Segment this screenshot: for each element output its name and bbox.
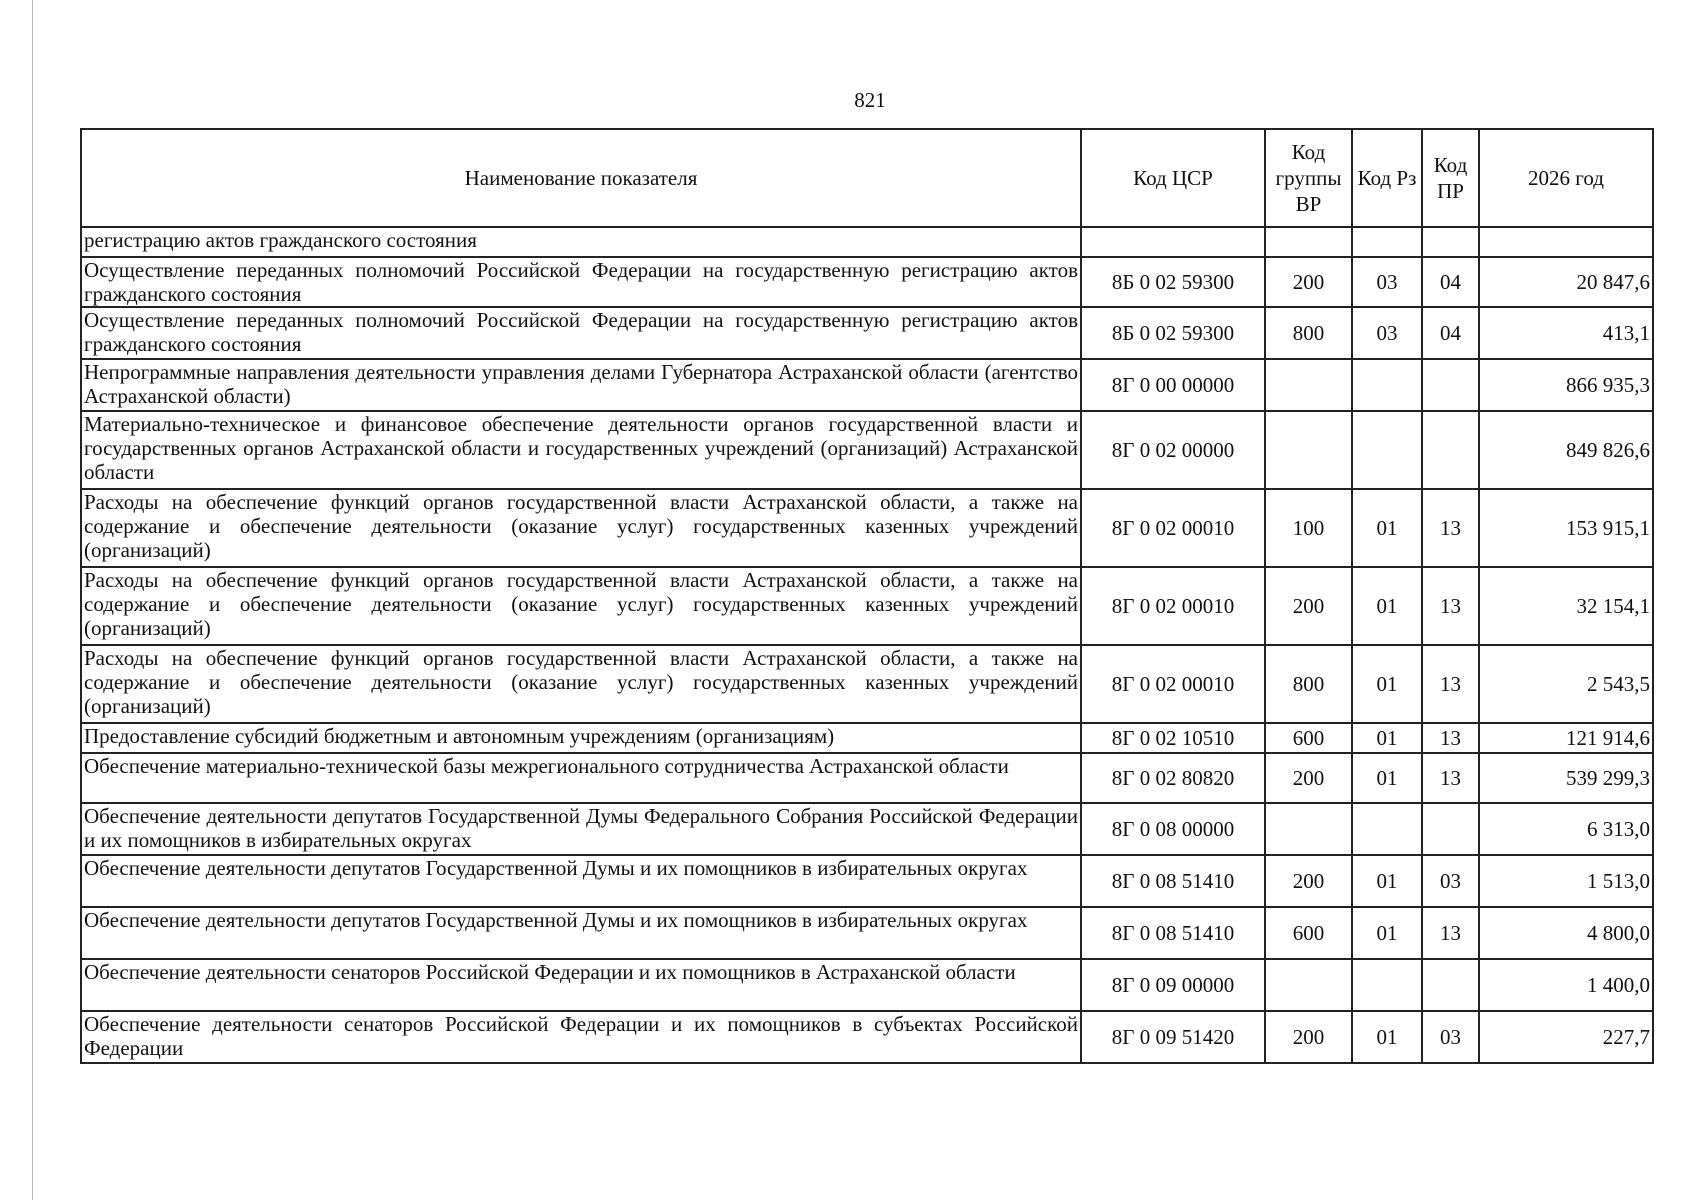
row-amount-2026-cell: 6 313,0 [1479,803,1653,855]
row-amount-2026-cell: 539 299,3 [1479,753,1653,803]
row-name-cell: Обеспечение деятельности сенаторов Российской Федерации и их помощников в Астраханской области [81,959,1081,1011]
row-amount-2026-cell: 4 800,0 [1479,907,1653,959]
row-csr-code-cell [1081,227,1265,257]
header-pr-code: Код ПР [1422,129,1479,227]
row-rz-code-cell [1352,411,1422,489]
row-name-cell: Расходы на обеспечение функций органов государственной власти Астраханской области, а также на содержание и обеспечение деятельности (оказание услуг) государственных казенных учреждений (организаций) [81,489,1081,567]
row-rz-code-cell: 03 [1352,257,1422,307]
row-pr-code-cell: 03 [1422,855,1479,907]
table-row [81,411,1653,489]
row-vr-code-cell: 600 [1265,907,1352,959]
row-vr-code-cell: 200 [1265,753,1352,803]
row-pr-code-cell: 13 [1422,489,1479,567]
row-rz-code-cell: 01 [1352,855,1422,907]
row-rz-code-cell [1352,359,1422,411]
row-rz-code-cell: 01 [1352,753,1422,803]
row-vr-code-cell: 200 [1265,257,1352,307]
row-amount-2026-cell: 1 400,0 [1479,959,1653,1011]
row-csr-code-cell: 8Г 0 02 10510 [1081,723,1265,753]
row-vr-code-cell: 200 [1265,567,1352,645]
row-rz-code-cell: 01 [1352,907,1422,959]
table-row [81,855,1653,907]
table-row [81,907,1653,959]
row-amount-2026-cell: 849 826,6 [1479,411,1653,489]
row-csr-code-cell: 8Г 0 09 00000 [1081,959,1265,1011]
row-name-cell: Материально-техническое и финансовое обеспечение деятельности органов государственной власти и государственных органов Астраханской области и государственных учреждений (организаций) Астраханской области [81,411,1081,489]
row-pr-code-cell: 13 [1422,753,1479,803]
table-row [81,1011,1653,1063]
scan-margin-line [32,0,33,1200]
budget-table [80,128,1654,1064]
row-name-cell: регистрацию актов гражданского состояния [81,227,1081,257]
table-row [81,359,1653,411]
row-vr-code-cell: 800 [1265,645,1352,723]
row-vr-code-cell [1265,359,1352,411]
row-csr-code-cell: 8Б 0 02 59300 [1081,307,1265,359]
row-amount-2026-cell: 2 543,5 [1479,645,1653,723]
row-vr-code-cell [1265,227,1352,257]
row-amount-2026-cell: 227,7 [1479,1011,1653,1063]
row-csr-code-cell: 8Г 0 02 00010 [1081,645,1265,723]
row-pr-code-cell: 04 [1422,307,1479,359]
row-vr-code-cell: 600 [1265,723,1352,753]
row-name-cell: Непрограммные направления деятельности управления делами Губернатора Астраханской области (агентство Астраханской области) [81,359,1081,411]
header-rz-code: Код Рз [1352,129,1422,227]
row-name-cell: Расходы на обеспечение функций органов государственной власти Астраханской области, а также на содержание и обеспечение деятельности (оказание услуг) государственных казенных учреждений (организаций) [81,645,1081,723]
row-pr-code-cell [1422,227,1479,257]
row-name-cell: Осуществление переданных полномочий Российской Федерации на государственную регистрацию актов гражданского состояния [81,257,1081,307]
table-row [81,489,1653,567]
table-row [81,307,1653,359]
page-number: 821 [854,88,886,112]
table-row [81,227,1653,257]
table-row [81,645,1653,723]
row-vr-code-cell [1265,411,1352,489]
row-pr-code-cell: 13 [1422,723,1479,753]
row-amount-2026-cell: 866 935,3 [1479,359,1653,411]
row-csr-code-cell: 8Г 0 00 00000 [1081,359,1265,411]
row-csr-code-cell: 8Г 0 02 00010 [1081,567,1265,645]
table-row [81,567,1653,645]
table-row [81,723,1653,753]
row-rz-code-cell: 01 [1352,567,1422,645]
row-csr-code-cell: 8Г 0 09 51420 [1081,1011,1265,1063]
row-name-cell: Предоставление субсидий бюджетным и автономным учреждениям (организациям) [81,723,1081,753]
row-pr-code-cell [1422,803,1479,855]
row-rz-code-cell [1352,803,1422,855]
row-name-cell: Обеспечение деятельности депутатов Государственной Думы и их помощников в избирательных округах [81,907,1081,959]
row-rz-code-cell [1352,959,1422,1011]
header-name: Наименование показателя [81,129,1081,227]
row-csr-code-cell: 8Г 0 02 80820 [1081,753,1265,803]
table-row [81,959,1653,1011]
row-rz-code-cell: 03 [1352,307,1422,359]
row-rz-code-cell: 01 [1352,723,1422,753]
row-rz-code-cell: 01 [1352,1011,1422,1063]
header-year-2026: 2026 год [1479,129,1653,227]
row-pr-code-cell: 03 [1422,1011,1479,1063]
row-rz-code-cell: 01 [1352,489,1422,567]
row-amount-2026-cell: 1 513,0 [1479,855,1653,907]
row-vr-code-cell [1265,959,1352,1011]
row-name-cell: Обеспечение деятельности депутатов Государственной Думы Федерального Собрания Российской Федерации и их помощников в избирательных округах [81,803,1081,855]
row-amount-2026-cell: 20 847,6 [1479,257,1653,307]
row-amount-2026-cell: 121 914,6 [1479,723,1653,753]
row-vr-code-cell: 100 [1265,489,1352,567]
header-csr-code: Код ЦСР [1081,129,1265,227]
row-csr-code-cell: 8Г 0 08 00000 [1081,803,1265,855]
row-csr-code-cell: 8Г 0 08 51410 [1081,855,1265,907]
row-vr-code-cell: 200 [1265,855,1352,907]
row-csr-code-cell: 8Г 0 02 00010 [1081,489,1265,567]
row-name-cell: Обеспечение деятельности депутатов Государственной Думы и их помощников в избирательных округах [81,855,1081,907]
table-row [81,257,1653,307]
row-rz-code-cell: 01 [1352,645,1422,723]
row-pr-code-cell [1422,411,1479,489]
row-csr-code-cell: 8Г 0 02 00000 [1081,411,1265,489]
header-vr-group-code: Код группы ВР [1265,129,1352,227]
row-vr-code-cell: 800 [1265,307,1352,359]
row-pr-code-cell: 13 [1422,907,1479,959]
row-csr-code-cell: 8Б 0 02 59300 [1081,257,1265,307]
row-csr-code-cell: 8Г 0 08 51410 [1081,907,1265,959]
row-amount-2026-cell: 153 915,1 [1479,489,1653,567]
row-pr-code-cell: 13 [1422,645,1479,723]
table-row [81,803,1653,855]
row-name-cell: Обеспечение материально-технической базы межрегионального сотрудничества Астраханской области [81,753,1081,803]
row-name-cell: Обеспечение деятельности сенаторов Российской Федерации и их помощников в субъектах Российской Федерации [81,1011,1081,1063]
row-vr-code-cell: 200 [1265,1011,1352,1063]
row-amount-2026-cell: 32 154,1 [1479,567,1653,645]
row-amount-2026-cell: 413,1 [1479,307,1653,359]
row-pr-code-cell: 13 [1422,567,1479,645]
table-header-row [81,129,1653,227]
row-name-cell: Осуществление переданных полномочий Российской Федерации на государственную регистрацию актов гражданского состояния [81,307,1081,359]
row-amount-2026-cell [1479,227,1653,257]
row-pr-code-cell: 04 [1422,257,1479,307]
table-row [81,753,1653,803]
row-name-cell: Расходы на обеспечение функций органов государственной власти Астраханской области, а также на содержание и обеспечение деятельности (оказание услуг) государственных казенных учреждений (организаций) [81,567,1081,645]
row-pr-code-cell [1422,359,1479,411]
row-vr-code-cell [1265,803,1352,855]
row-pr-code-cell [1422,959,1479,1011]
row-rz-code-cell [1352,227,1422,257]
